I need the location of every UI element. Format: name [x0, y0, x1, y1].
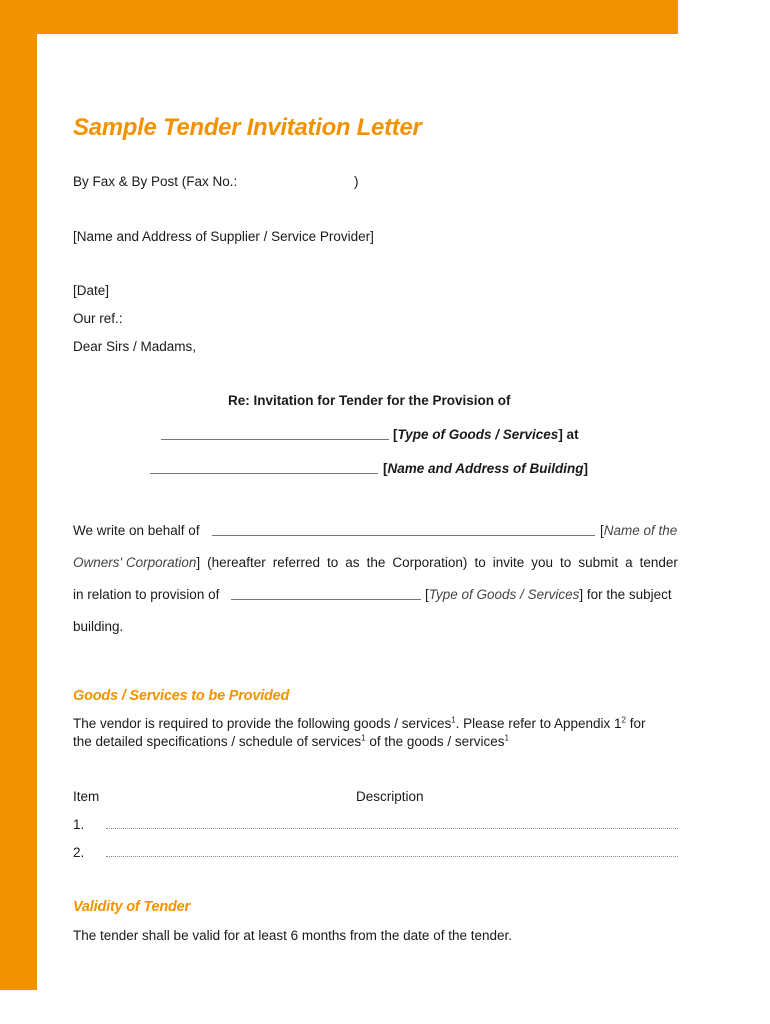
subject-line-3: [Name and Address of Building]	[383, 461, 589, 476]
building-blank	[150, 473, 378, 474]
document-title: Sample Tender Invitation Letter	[73, 114, 422, 141]
fax-line: By Fax & By Post (Fax No.:	[73, 174, 238, 189]
goods-text-line-1: The vendor is required to provide the following goods / services$^1$. Please refer to Appendix $1^2$ for	[73, 715, 646, 731]
body-p3-end: [Type of Goods / Services] for the subject	[425, 587, 672, 602]
body-p1-end: [Name of the	[600, 523, 678, 538]
validity-text: The tender shall be valid for at least 6 months from the date of the tender.	[73, 928, 513, 943]
date-line: [Date]	[73, 283, 110, 298]
item-row-number: 1.	[73, 817, 85, 832]
body-p4: building.	[73, 619, 124, 634]
header-color-band	[0, 0, 678, 34]
subject-line-1: Re: Invitation for Tender for the Provision of	[228, 393, 511, 408]
body-p3-start: in relation to provision of	[73, 587, 220, 602]
owners-corp-blank	[212, 535, 595, 536]
goods-type-blank	[161, 439, 389, 440]
goods-section-heading: Goods / Services to be Provided	[73, 688, 290, 704]
item-row-number: 2.	[73, 845, 85, 860]
column-header-description: Description	[356, 789, 424, 804]
body-p1-start: We write on behalf of	[73, 523, 200, 538]
salutation: Dear Sirs / Madams,	[73, 339, 197, 354]
item-row-line	[106, 856, 678, 857]
body-line-2: Owners' Corporation] (hereafter referred to as the Corporation) to invite you to submit a tender	[73, 555, 678, 570]
left-color-band	[0, 0, 37, 990]
column-header-item: Item	[73, 789, 100, 804]
fax-close-paren: )	[354, 174, 359, 189]
validity-section-heading: Validity of Tender	[73, 899, 190, 915]
our-ref: Our ref.:	[73, 311, 123, 326]
item-row-line	[106, 828, 678, 829]
provision-blank	[231, 599, 421, 600]
subject-line-2: [Type of Goods / Services] at	[393, 427, 579, 442]
addressee: [Name and Address of Supplier / Service Provider]	[73, 229, 374, 244]
goods-text-line-2: the detailed specifications / schedule of services$^1$ of the goods / services$^1$	[73, 733, 509, 749]
